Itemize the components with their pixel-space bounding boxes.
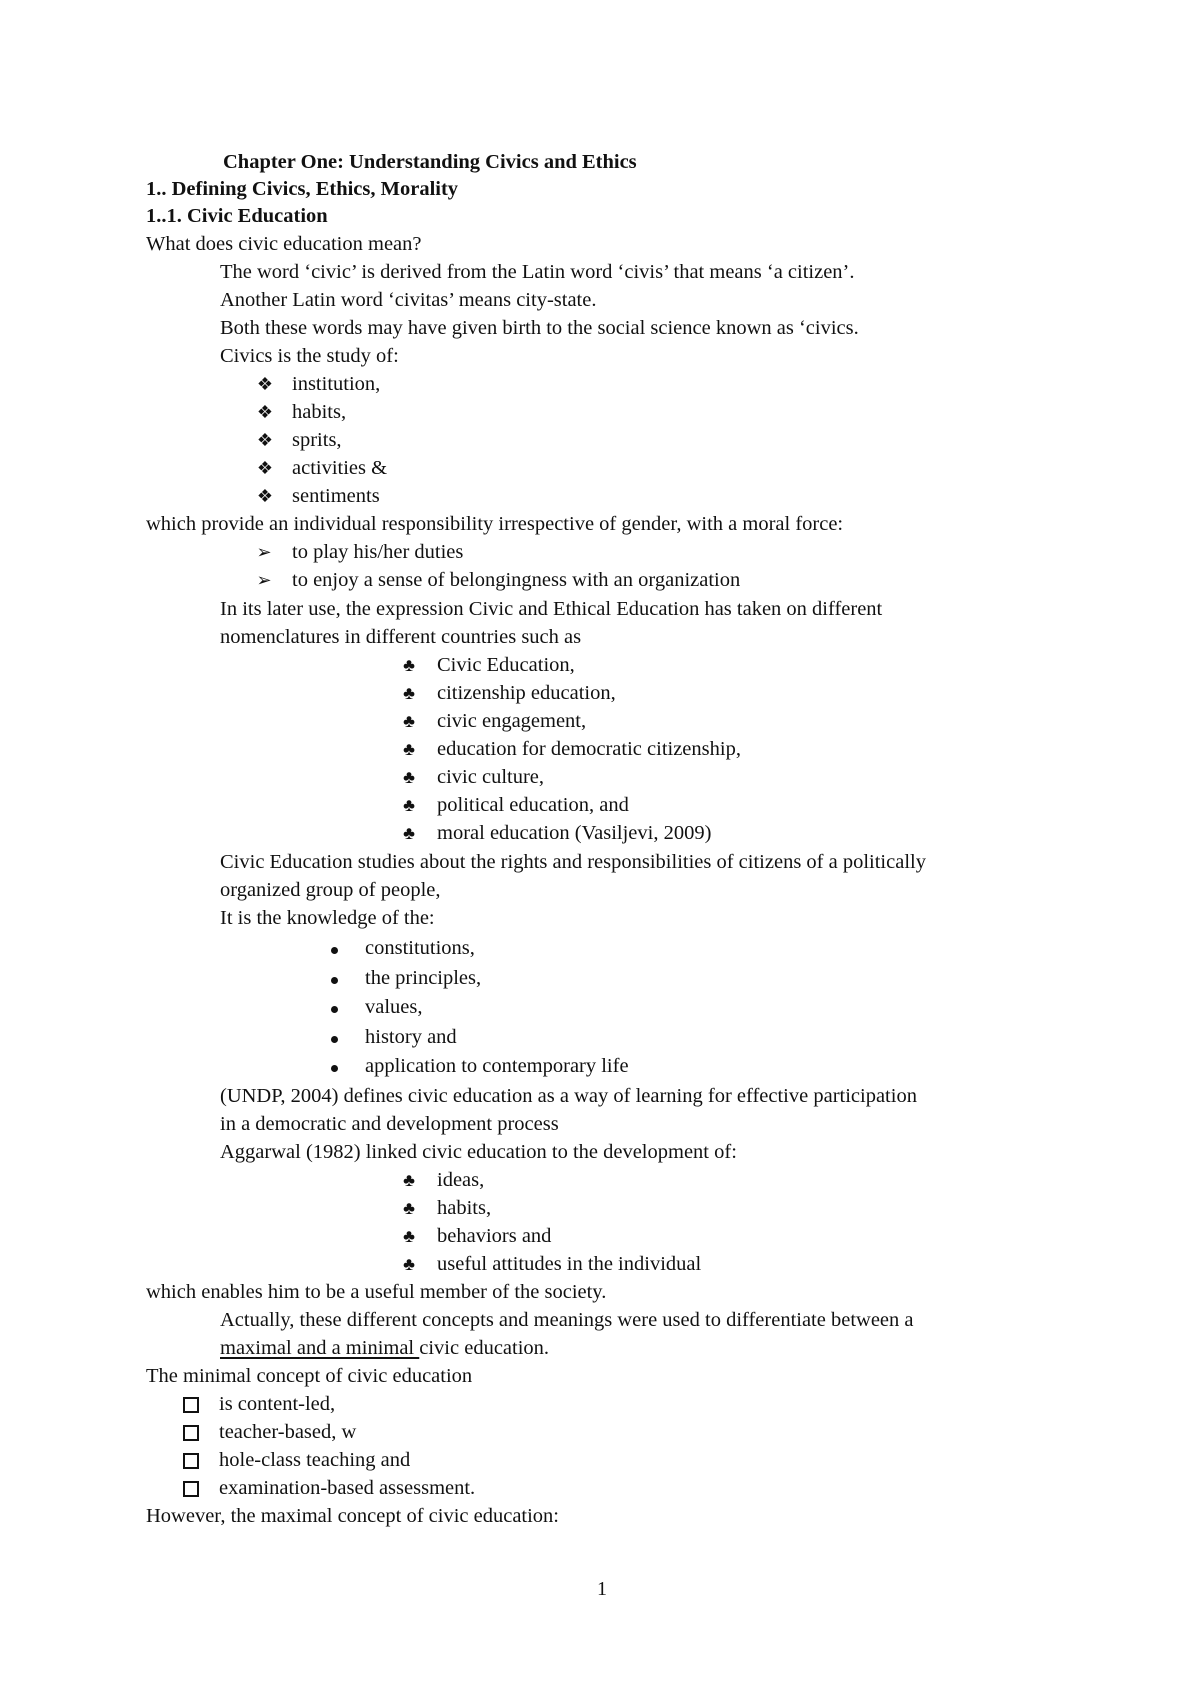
club-bullet-icon: ♣ xyxy=(403,1170,415,1190)
list-item: moral education (Vasiljevi, 2009) xyxy=(437,822,712,844)
paragraph: which enables him to be a useful member of the society. xyxy=(146,1281,607,1303)
paragraph xyxy=(220,1336,549,1360)
list-item: behaviors and xyxy=(437,1225,552,1247)
club-bullet-icon: ♣ xyxy=(403,823,415,843)
paragraph: Civic Education studies about the rights and responsibilities of citizens of a politically xyxy=(220,851,926,873)
list-item: habits, xyxy=(292,401,347,423)
underlined-phrase: maximal and a minimal xyxy=(220,1337,420,1359)
list-item: the principles, xyxy=(365,967,482,989)
paragraph: organized group of people, xyxy=(220,879,441,901)
dot-bullet-icon xyxy=(331,1006,338,1013)
subsection-heading: 1..1. Civic Education xyxy=(146,205,328,227)
list-item: is content-led, xyxy=(219,1393,336,1415)
arrow-bullet-icon: ➢ xyxy=(256,542,272,562)
club-bullet-icon: ♣ xyxy=(403,711,415,731)
diamond-bullet-icon: ❖ xyxy=(256,458,274,478)
list-item: sprits, xyxy=(292,429,342,451)
list-item: sentiments xyxy=(292,485,380,507)
paragraph: Another Latin word ‘civitas’ means city-state. xyxy=(220,289,597,311)
paragraph: Civics is the study of: xyxy=(220,345,399,367)
club-bullet-icon: ♣ xyxy=(403,683,415,703)
arrow-bullet-icon: ➢ xyxy=(256,570,272,590)
paragraph: In its later use, the expression Civic and Ethical Education has taken on different xyxy=(220,598,883,620)
list-item: Civic Education, xyxy=(437,654,575,676)
dot-bullet-icon xyxy=(331,947,338,954)
list-item: to enjoy a sense of belongingness with an organization xyxy=(292,569,741,591)
list-item: useful attitudes in the individual xyxy=(437,1253,702,1275)
list-item: political education, and xyxy=(437,794,629,816)
paragraph: Actually, these different concepts and meanings were used to differentiate between a xyxy=(220,1309,914,1331)
club-bullet-icon: ♣ xyxy=(403,655,415,675)
list-item: constitutions, xyxy=(365,937,475,959)
intro-question: What does civic education mean? xyxy=(146,233,422,255)
paragraph: However, the maximal concept of civic education: xyxy=(146,1505,560,1527)
diamond-bullet-icon: ❖ xyxy=(256,430,274,450)
list-item: civic engagement, xyxy=(437,710,587,732)
paragraph: Both these words may have given birth to the social science known as ‘civics. xyxy=(220,317,859,339)
list-item: activities & xyxy=(292,457,388,479)
list-item: institution, xyxy=(292,373,381,395)
paragraph: (UNDP, 2004) defines civic education as a way of learning for effective participation xyxy=(220,1085,917,1107)
list-item: hole-class teaching and xyxy=(219,1449,411,1471)
paragraph: in a democratic and development process xyxy=(220,1113,559,1135)
club-bullet-icon: ♣ xyxy=(403,1226,415,1246)
section-heading: 1.. Defining Civics, Ethics, Morality xyxy=(146,178,459,200)
chapter-title: Chapter One: Understanding Civics and Ethics xyxy=(223,151,637,173)
list-item: application to contemporary life xyxy=(365,1055,629,1077)
list-item: examination-based assessment. xyxy=(219,1477,476,1499)
list-item: ideas, xyxy=(437,1169,485,1191)
list-item: history and xyxy=(365,1026,457,1048)
diamond-bullet-icon: ❖ xyxy=(256,486,274,506)
checkbox-bullet-icon xyxy=(183,1453,199,1469)
dot-bullet-icon xyxy=(331,1065,338,1072)
paragraph: It is the knowledge of the: xyxy=(220,907,435,929)
list-item: citizenship education, xyxy=(437,682,616,704)
list-item: teacher-based, w xyxy=(219,1421,357,1443)
checkbox-bullet-icon xyxy=(183,1481,199,1497)
club-bullet-icon: ♣ xyxy=(403,1254,415,1274)
dot-bullet-icon xyxy=(331,977,338,984)
checkbox-bullet-icon xyxy=(183,1397,199,1413)
list-item: education for democratic citizenship, xyxy=(437,738,741,760)
paragraph: which provide an individual responsibility irrespective of gender, with a moral force: xyxy=(146,513,844,535)
dot-bullet-icon xyxy=(331,1036,338,1043)
paragraph-rest: civic education. xyxy=(419,1337,550,1359)
paragraph: The minimal concept of civic education xyxy=(146,1365,473,1387)
checkbox-bullet-icon xyxy=(183,1425,199,1441)
club-bullet-icon: ♣ xyxy=(403,795,415,815)
diamond-bullet-icon: ❖ xyxy=(256,374,274,394)
list-item: values, xyxy=(365,996,423,1018)
list-item: to play his/her duties xyxy=(292,541,464,563)
paragraph: nomenclatures in different countries such as xyxy=(220,626,582,648)
page-number: 1 xyxy=(597,1578,607,1600)
club-bullet-icon: ♣ xyxy=(403,767,415,787)
paragraph: The word ‘civic’ is derived from the Latin word ‘civis’ that means ‘a citizen’. xyxy=(220,261,855,283)
list-item: civic culture, xyxy=(437,766,545,788)
list-item: habits, xyxy=(437,1197,492,1219)
club-bullet-icon: ♣ xyxy=(403,1198,415,1218)
club-bullet-icon: ♣ xyxy=(403,739,415,759)
diamond-bullet-icon: ❖ xyxy=(256,402,274,422)
paragraph: Aggarwal (1982) linked civic education to the development of: xyxy=(220,1141,737,1163)
